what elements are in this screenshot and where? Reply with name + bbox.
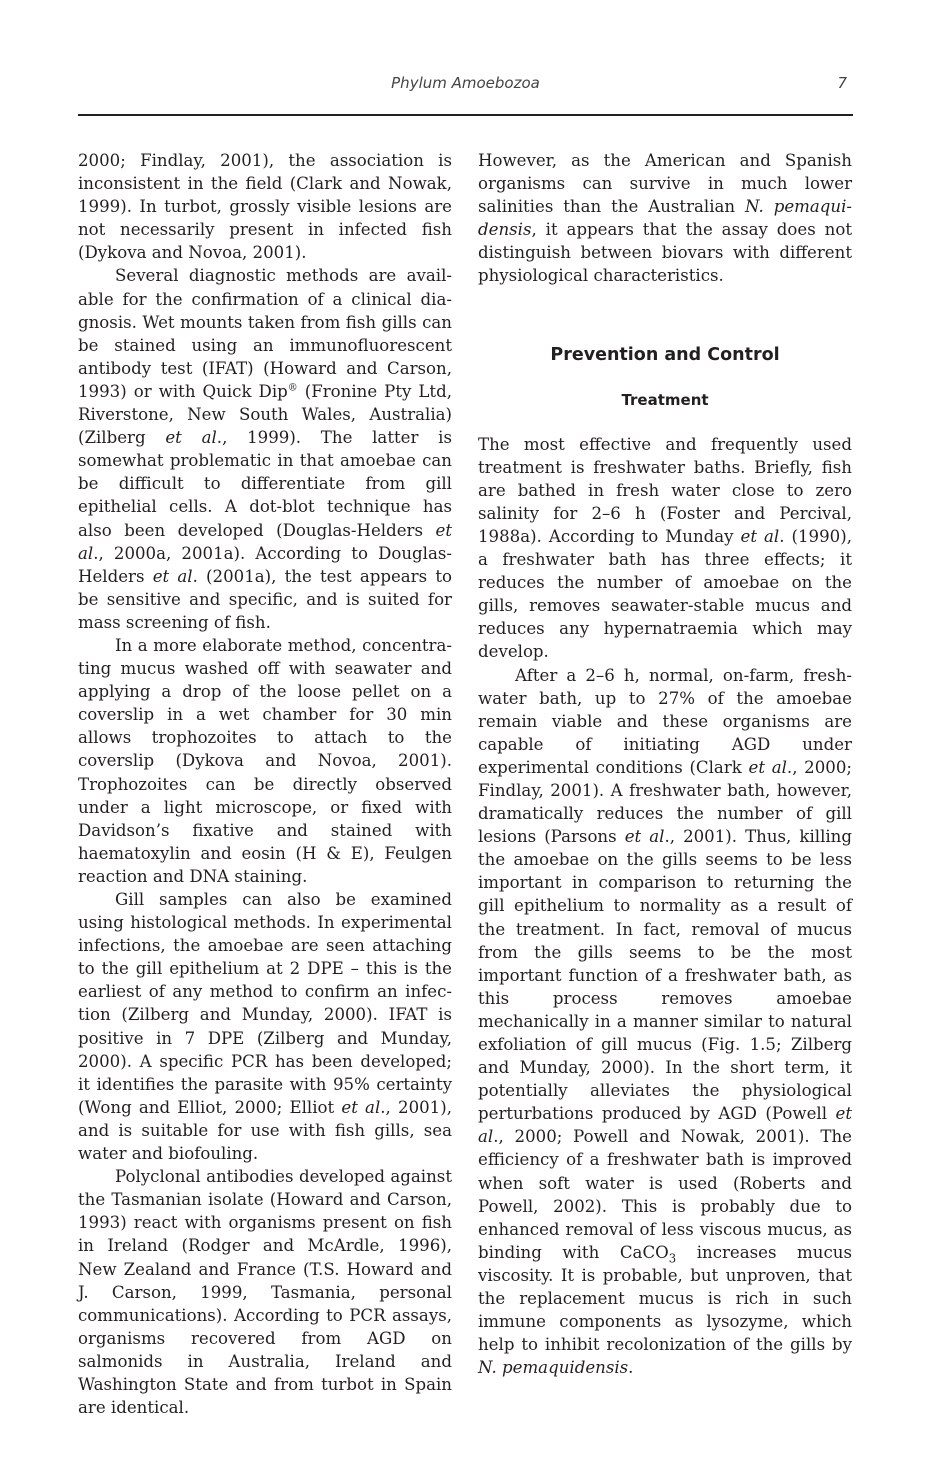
body-paragraph: 2000; Findlay, 2001), the association is inconsistent in the field (Clark and Nowak, 1999). In turbot, grossly visible lesions are not necessarily present in infected fish (Dykova and Novoa, 2001). [78, 151, 452, 263]
page-number: 7 [837, 74, 847, 92]
body-paragraph: The most effective and frequently used treatment is freshwater baths. Briefly, fish are bathed in fresh water close to zero salinity for 2–6 h (Foster and Percival, 1988a). According to Munday et al. (1990), a freshwater bath has three effects; it reduces the number of amoebae on the gills, removes seawater-stable mucus and reduces any hypernatraemia which may develop. [478, 434, 852, 662]
left-column [78, 149, 452, 1419]
subsection-heading: Treatment [621, 390, 709, 409]
body-paragraph: In a more elaborate method, concentrating mucus washed off with seawater and applying a drop of the loose pellet on a coverslip in a wet chamber for 30 min allows trophozoites to attach to the coverslip (Dykova and Novoa, 2001). Trophozoites can be directly observed under a light microscope, or fixed with Davidson’s fixative and stained with haematoxylin and eosin (H & E), Feulgen reaction and DNA staining. [78, 635, 452, 886]
running-head [78, 72, 853, 96]
body-paragraph: However, as the American and Spanish organisms can survive in much lower salinities than the Australian N. pemaquidensis, it appears that the assay does not distinguish between biovars with different physiological characteristics. [478, 151, 852, 286]
body-paragraph: Several diagnostic methods are available for the confirmation of a clinical diagnosis. Wet mounts taken from fish gills can be stained using an immunofluorescent antibody test (IFAT) (Howard and Carson, 1993) or with Quick Dip® (Fronine Pty Ltd, Riverstone, New South Wales, Australia) (Zilberg et al., 1999). The latter is somewhat problematic in that amoebae can be difficult to differentiate from gill epithelial cells. A dot-blot technique has also been developed (Douglas-Helders et al., 2000a, 2001a). According to Douglas-Helders et al. (2001a), the test appears to be sensitive and specific, and is suited for mass screening of fish. [78, 266, 452, 632]
body-paragraph: After a 2–6 h, normal, on-farm, freshwater bath, up to 27% of the amoebae remain viable and these organisms are capable of initiating AGD under experimental conditions (Clark et al., 2000; Findlay, 2001). A freshwater bath, however, dramatically reduces the number of gill lesions (Parsons et al., 2001). Thus, killing the amoebae on the gills seems to be less important in comparison to returning the gill epithelium to normality as a result of the treatment. In fact, removal of mucus from the gills seems to be the most important function of a freshwater bath, as this process removes amoebae mechanically in a manner similar to natural exfoliation of gill mucus (Fig. 1.5; Zilberg and Munday, 2000). In the short term, it potentially alleviates the physiological perturbations produced by AGD (Powell et al., 2000; Powell and Nowak, 2001). The efficiency of a freshwater bath is improved when soft water is used (Roberts and Powell, 2002). This is probably due to enhanced removal of less viscous mucus, as binding with CaCO$_3$ increases mucus viscosity. It is probable, but unproven, that the replacement mucus is rich in such immune components as lysozyme, which help to inhibit recolonization of the gills by N. pemaquidensis. [478, 665, 852, 1378]
body-paragraph: Gill samples can also be examined using histological methods. In experimental infections, the amoebae are seen attaching to the gill epithelium at 2 DPE – this is the earliest of any method to confirm an infection (Zilberg and Munday, 2000). IFAT is positive in 7 DPE (Zilberg and Munday, 2000). A specific PCR has been developed; it identifies the parasite with 95% certainty (Wong and Elliot, 2000; Elliot et al., 2001), and is suitable for use with fish gills, sea water and biofouling. [78, 890, 452, 1164]
body-paragraph: Polyclonal antibodies developed against the Tasmanian isolate (Howard and Carson, 1993) react with organisms present on fish in Ireland (Rodger and McArdle, 1996), New Zealand and France (T.S. Howard and J. Carson, 1999, Tasmania, personal communications). According to PCR assays, organisms recovered from AGD on salmonids in Australia, Ireland and Washington State and from turbot in Spain are identical. [78, 1167, 452, 1418]
header-rule [78, 114, 853, 116]
right-column [478, 149, 852, 1379]
section-heading: Prevention and Control [550, 344, 780, 365]
running-title: Phylum Amoebozoa [391, 74, 540, 92]
